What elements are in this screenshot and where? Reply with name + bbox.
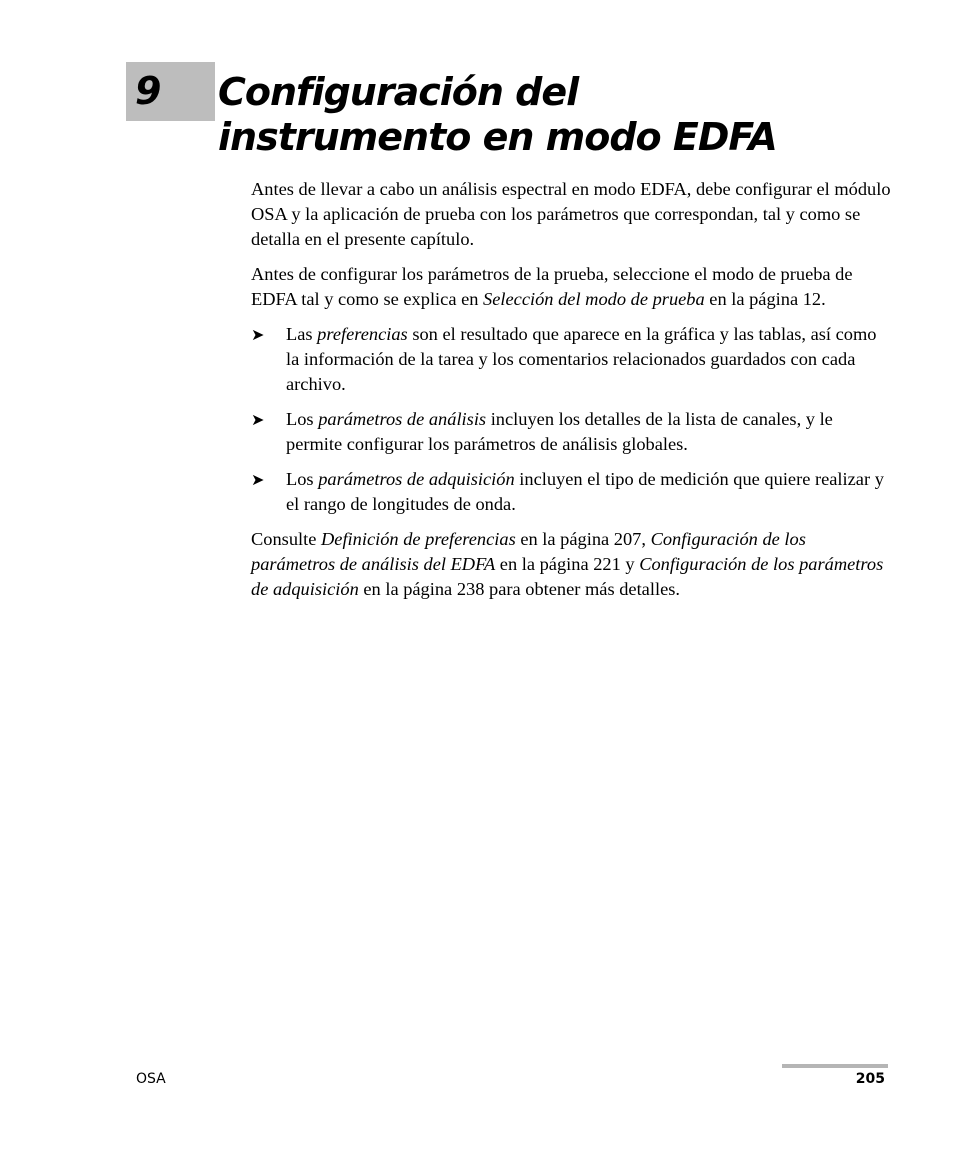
bullet-term: preferencias bbox=[317, 324, 408, 344]
chapter-title bbox=[218, 70, 918, 160]
chapter-title-line-2: instrumento en modo EDFA bbox=[218, 115, 777, 159]
chapter-body bbox=[251, 177, 891, 612]
arrow-bullet-icon: ➤ bbox=[251, 470, 265, 489]
arrow-bullet-icon: ➤ bbox=[251, 410, 265, 429]
preferences-cross-reference[interactable]: Definición de preferencias bbox=[321, 529, 516, 549]
closing-text-2: en la página 207, bbox=[515, 529, 651, 549]
bullet-text-post: incluyen los detalles de la lista de canales, y le permite configurar los parámetros de análisis globales. bbox=[286, 409, 833, 454]
test-mode-paragraph bbox=[251, 262, 891, 312]
bullet-acquisition-parameters bbox=[251, 467, 891, 517]
intro-paragraph: Antes de llevar a cabo un análisis espectral en modo EDFA, debe configurar el módulo OSA y la aplicación de prueba con los parámetros que correspondan, tal y como se detalla en el presente capítulo. bbox=[251, 179, 891, 249]
bullet-text-pre: Los bbox=[286, 469, 319, 489]
closing-paragraph bbox=[251, 527, 891, 602]
arrow-bullet-icon: ➤ bbox=[251, 325, 265, 344]
analysis-cross-reference[interactable]: Configuración de los parámetros de análisis del EDFA bbox=[251, 529, 806, 574]
bullet-text-pre: Los bbox=[286, 409, 319, 429]
bullet-text-post: incluyen el tipo de medición que quiere realizar y el rango de longitudes de onda. bbox=[286, 469, 884, 514]
chapter-title-line-1: Configuración del bbox=[218, 70, 579, 114]
bullet-term: parámetros de adquisición bbox=[318, 469, 515, 489]
footer-rule bbox=[782, 1064, 888, 1068]
bullet-preferences bbox=[251, 322, 891, 397]
closing-text-3: en la página 221 y bbox=[495, 554, 640, 574]
test-mode-text-a: Antes de configurar los parámetros de la prueba, seleccione el modo de prueba de EDFA tal y como se explica en bbox=[251, 264, 853, 309]
bullet-text-pre: Las bbox=[286, 324, 318, 344]
bullet-analysis-parameters bbox=[251, 407, 891, 457]
test-mode-cross-reference[interactable]: Selección del modo de prueba bbox=[483, 289, 705, 309]
closing-text-4: en la página 238 para obtener más detalles. bbox=[358, 579, 680, 599]
acquisition-cross-reference[interactable]: Configuración de los parámetros de adquisición bbox=[251, 554, 884, 599]
footer-product-name: OSA bbox=[136, 1071, 166, 1087]
footer-page-number: 205 bbox=[855, 1071, 885, 1087]
bullet-term: parámetros de análisis bbox=[318, 409, 487, 429]
chapter-number-box bbox=[126, 62, 215, 121]
settings-bullet-list bbox=[251, 322, 891, 517]
closing-text-1: Consulte bbox=[251, 529, 321, 549]
chapter-number: 9 bbox=[135, 69, 162, 113]
test-mode-text-b: en la página 12. bbox=[704, 289, 826, 309]
bullet-text-post: son el resultado que aparece en la gráfica y las tablas, así como la información de la tarea y los comentarios relacionados guardados con cada archivo. bbox=[286, 324, 877, 394]
